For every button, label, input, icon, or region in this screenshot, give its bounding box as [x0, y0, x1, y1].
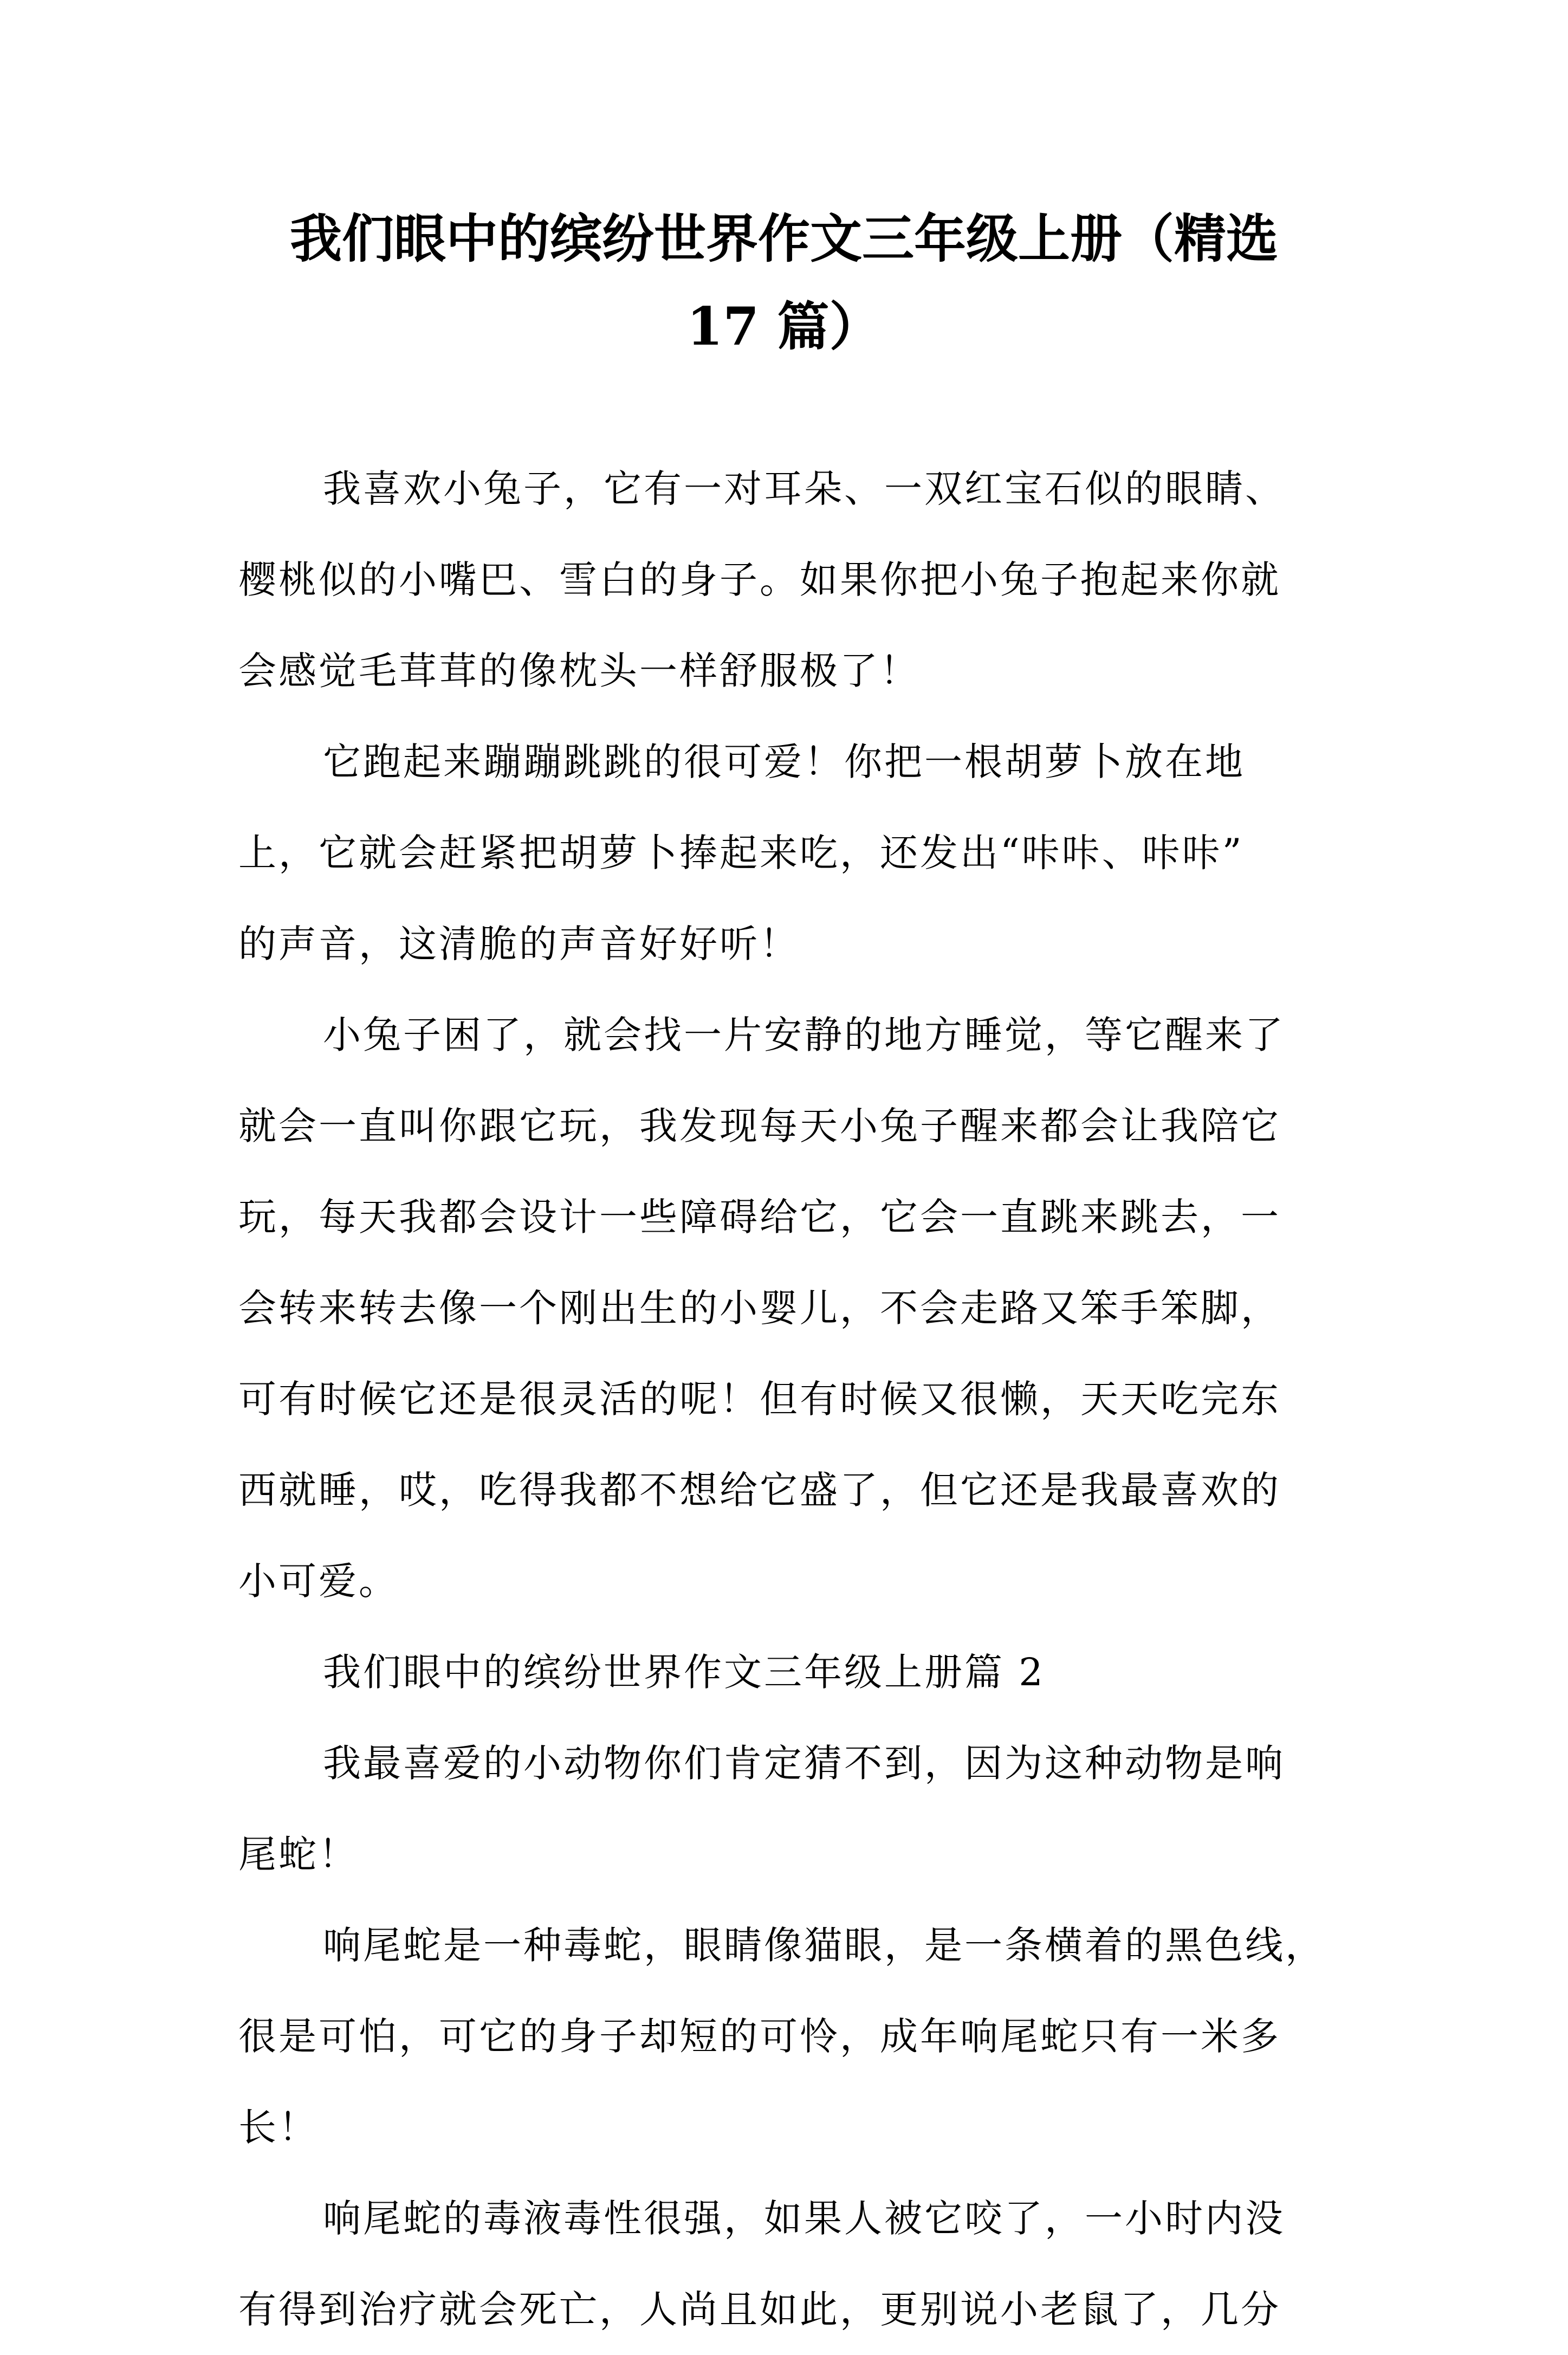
paragraph	[238, 1718, 1338, 1900]
paragraph	[238, 716, 1338, 989]
paragraph-line: 我喜欢小兔子，它有一对耳朵、一双红宝石似的眼睛、	[323, 467, 1285, 511]
document-body	[238, 443, 1338, 2355]
paragraph	[238, 1900, 1338, 2173]
paragraph-line: 有得到治疗就会死亡，人尚且如此，更别说小老鼠了，几分	[238, 2287, 1281, 2332]
paragraph-line: 小兔子困了，就会找一片安静的地方睡觉，等它醒来了	[323, 1013, 1285, 1057]
paragraph-line: 我最喜爱的小动物你们肯定猜不到，因为这种动物是响	[323, 1741, 1285, 1785]
paragraph-line: 的声音，这清脆的声音好好听！	[238, 922, 800, 966]
section-heading	[238, 1627, 1338, 1718]
paragraph-line: 西就睡，哎，吃得我都不想给它盛了，但它还是我最喜欢的	[238, 1468, 1281, 1512]
paragraph-line: 会感觉毛茸茸的像枕头一样舒服极了！	[238, 649, 920, 693]
paragraph-line: 尾蛇！	[238, 1832, 359, 1877]
paragraph-line: 小可爱。	[238, 1559, 399, 1603]
title-line: 我们眼中的缤纷世界作文三年级上册（精选	[290, 208, 1278, 269]
paragraph-line: 它跑起来蹦蹦跳跳的很可爱！你把一根胡萝卜放在地	[323, 740, 1245, 784]
paragraph-line: 会转来转去像一个刚出生的小婴儿，不会走路又笨手笨脚，	[238, 1286, 1281, 1330]
paragraph	[238, 989, 1338, 1627]
paragraph	[238, 2173, 1338, 2355]
paragraph-line: 响尾蛇是一种毒蛇，眼睛像猫眼，是一条横着的黑色线，	[323, 1923, 1325, 1968]
paragraph-line: 响尾蛇的毒液毒性很强，如果人被它咬了，一小时内没	[323, 2196, 1285, 2241]
title-line: 17 篇）	[686, 296, 882, 357]
paragraph-line: 樱桃似的小嘴巴、雪白的身子。如果你把小兔子抱起来你就	[238, 558, 1281, 602]
paragraph-line: 上，它就会赶紧把胡萝卜捧起来吃，还发出“咔咔、咔咔”	[238, 831, 1244, 875]
section-heading-line: 我们眼中的缤纷世界作文三年级上册篇 2	[323, 1650, 1045, 1694]
paragraph	[238, 443, 1338, 716]
paragraph-line: 很是可怕，可它的身子却短的可怜，成年响尾蛇只有一米多	[238, 2014, 1281, 2059]
paragraph-line: 可有时候它还是很灵活的呢！但有时候又很懒，天天吃完东	[238, 1377, 1281, 1421]
document-title	[238, 195, 1330, 371]
paragraph-line: 玩，每天我都会设计一些障碍给它，它会一直跳来跳去，一	[238, 1195, 1281, 1239]
paragraph-line: 长！	[238, 2105, 319, 2150]
paragraph-line: 就会一直叫你跟它玩，我发现每天小兔子醒来都会让我陪它	[238, 1104, 1281, 1148]
